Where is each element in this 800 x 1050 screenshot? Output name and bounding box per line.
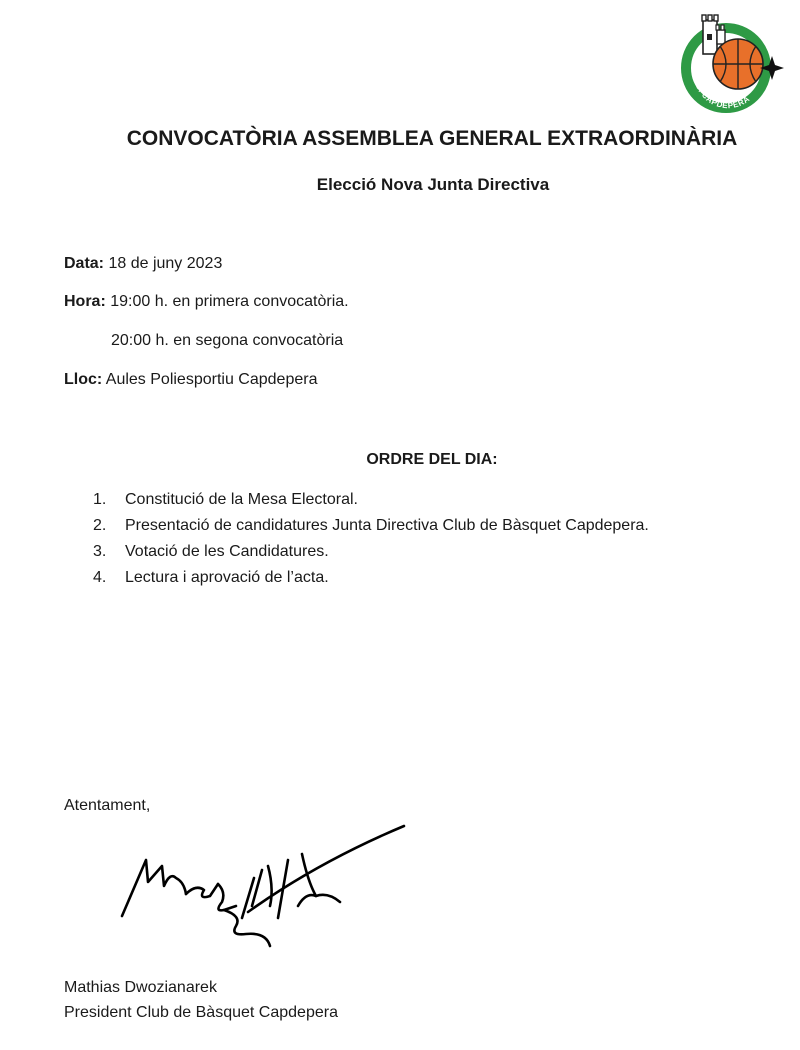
signer-role: President Club de Bàsquet Capdepera: [64, 1004, 338, 1021]
time-label: Hora:: [64, 293, 106, 310]
document-subtitle: Elecció Nova Junta Directiva: [316, 175, 550, 194]
club-logo: [676, 10, 788, 114]
time-value-second: 20:00 h. en segona convocatòria: [111, 332, 344, 349]
agenda-item-number: 3.: [93, 543, 107, 560]
agenda-item-number: 2.: [93, 517, 107, 534]
agenda-list: [93, 487, 649, 591]
date-value: 18 de juny 2023: [104, 255, 223, 272]
place-value: Aules Poliesportiu Capdepera: [102, 371, 318, 388]
agenda-item-text: Lectura i aprovació de l’acta.: [125, 569, 329, 586]
agenda-item-text: Constitució de la Mesa Electoral.: [125, 491, 358, 508]
date-line: [64, 255, 222, 273]
basketball-icon: [713, 39, 763, 89]
list-item: [93, 513, 649, 539]
agenda-item-number: 1.: [93, 491, 107, 508]
list-item: [93, 565, 649, 591]
agenda-item-text: Presentació de candidatures Junta Directiva Club de Bàsquet Capdepera.: [125, 517, 649, 534]
place-line: [64, 371, 317, 389]
document-title: CONVOCATÒRIA ASSEMBLEA GENERAL EXTRAORDINÀRIA: [126, 127, 738, 150]
agenda-item-number: 4.: [93, 569, 107, 586]
agenda-item-text: Votació de les Candidatures.: [125, 543, 329, 560]
time-line: [64, 293, 349, 311]
signer-name: Mathias Dwozianarek: [64, 979, 217, 996]
list-item: [93, 487, 649, 513]
salutation: Atentament,: [64, 797, 151, 814]
agenda-heading: ORDRE DEL DIA:: [366, 451, 498, 468]
time-value-first: 19:00 h. en primera convocatòria.: [105, 293, 349, 310]
handwritten-signature: [118, 822, 410, 954]
svg-text:C.B. CAPDEPERA: C.B. CAPDEPERA: [691, 74, 752, 111]
place-label: Lloc:: [64, 371, 103, 388]
date-label: Data:: [64, 255, 105, 272]
list-item: [93, 539, 649, 565]
